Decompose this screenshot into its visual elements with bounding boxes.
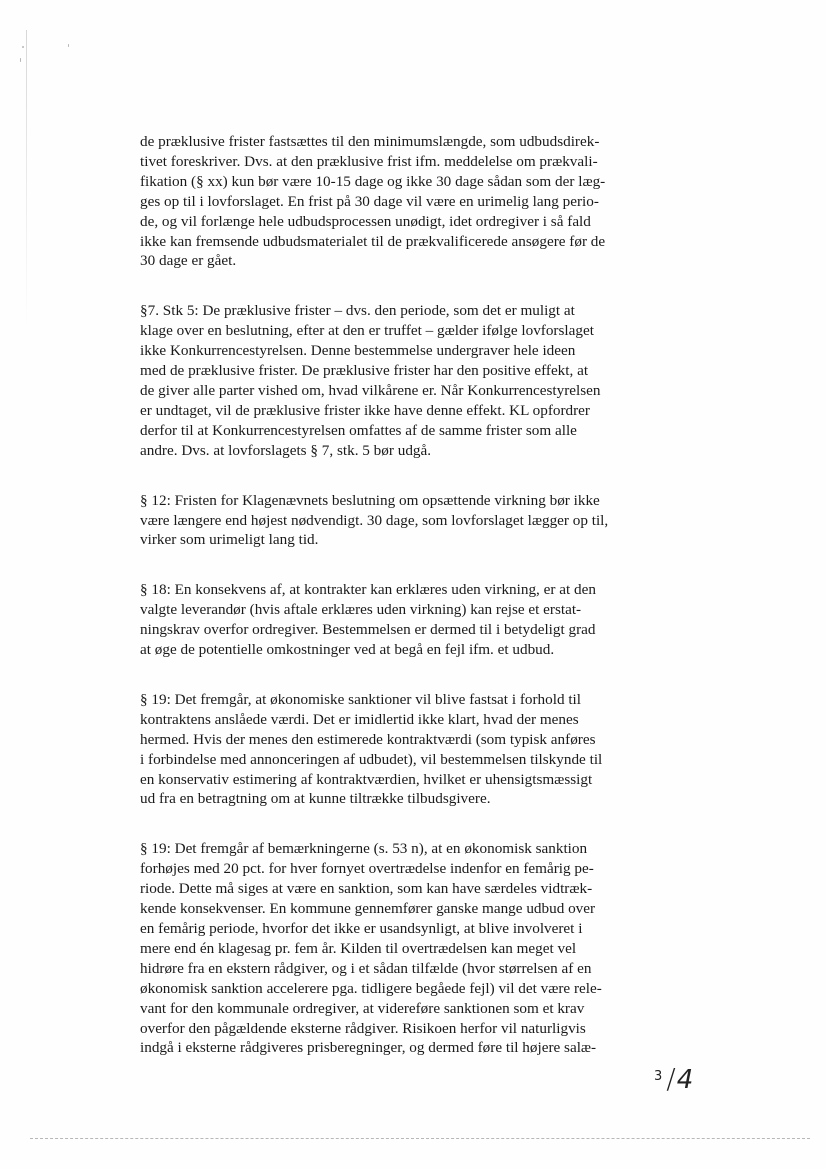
text-line: vant for den kommunale ordregiver, at videreføre sanktionen som et krav [140,999,585,1017]
paragraph [140,491,660,551]
text-line: kontraktens anslåede værdi. Det er imidlertid ikke klart, hvad der menes [140,710,579,728]
page-number: 3 [654,1069,663,1084]
text-line: i forbindelse med annonceringen af udbudet), vil bestemmelsen tilskynde til [140,750,603,768]
text-line: ikke Konkurrencestyrelsen. Denne bestemmelse undergraver hele ideen [140,342,576,360]
text-line: andre. Dvs. at lovforslagets § 7, stk. 5 bør udgå. [140,441,432,459]
document-body [140,132,663,1088]
text-line: de, og vil forlænge hele udbudsprocessen unødigt, idet ordregiver i så fald [140,212,591,230]
text-line: en femårig periode, hvorfor det ikke er usandsynligt, at blive involveret i [140,920,583,937]
scan-speck [20,58,21,62]
text-line: forhøjes med 20 pct. for hver fornyet overtrædelse indenfor en femårig pe- [140,860,594,878]
text-line: valgte leverandør (hvis aftale erklæres uden virkning) kan rejse et erstat- [140,601,582,619]
text-line: riode. Dette må siges at være en sanktion, som kan have særdeles vidtræk- [140,880,593,898]
text-line: ningskrav overfor ordregiver. Bestemmelsen er dermed til i betydeligt grad [140,621,596,639]
scan-bottom-edge [30,1138,810,1139]
text-line: de giver alle parter vished om, hvad vilkårene er. Når Konkurrencestyrelsen [140,381,601,399]
text-line: § 19: Det fremgår, at økonomiske sanktioner vil blive fastsat i forhold til [140,690,582,708]
text-line: § 12: Fristen for Klagenævnets beslutning om opsættende virkning bør ikke [140,491,600,509]
paragraph [140,580,660,660]
text-line: klage over en beslutning, efter at den er truffet – gælder ifølge lovforslaget [140,322,594,340]
text-line: er undtaget, vil de præklusive frister ikke have denne effekt. KL opfordrer [140,401,590,419]
page-number-slash: / [666,1062,676,1095]
text-line: tivet foreskriver. Dvs. at den præklusive frist ifm. meddelelse om prækvali- [140,152,598,170]
text-line: 30 dage er gået. [140,252,237,270]
text-line: ud fra en betragtning om at kunne tiltrække tilbudsgivere. [140,790,491,808]
text-line: § 19: Det fremgår af bemærkningerne (s. 53 n), at en økonomisk sanktion [140,840,588,858]
text-line: hermed. Hvis der menes den estimerede kontraktværdi (som typisk anføres [140,730,596,748]
text-line: fikation (§ xx) kun bør være 10-15 dage og ikke 30 dage sådan som der læg- [140,172,606,190]
text-line: mere end én klagesag pr. fem år. Kilden til overtrædelsen kan meget vel [140,939,577,957]
text-line: de præklusive frister fastsættes til den minimumslængde, som udbudsdirek- [140,133,600,150]
text-line: § 18: En konsekvens af, at kontrakter kan erklæres uden virkning, er at den [140,581,596,599]
text-line: indgå i eksterne rådgiveres prisberegninger, og dermed føre til højere salæ- [140,1039,597,1057]
text-line: overfor den pågældende eksterne rådgiver. Risikoen herfor vil naturligvis [140,1019,586,1037]
text-line: kende konsekvenser. En kommune gennemfører ganske mange udbud over [140,900,596,918]
paragraph [140,690,660,809]
text-line: en konservativ estimering af kontraktværdien, hvilket er uhensigtsmæssigt [140,770,593,788]
paragraph [140,839,660,1058]
text-line: ikke kan fremsende udbudsmaterialet til de prækvalificerede ansøgere før de [140,232,606,250]
text-line: at øge de potentielle omkostninger ved at begå en fejl ifm. et udbud. [140,641,555,659]
text-line: §7. Stk 5: De præklusive frister – dvs. den periode, som det er muligt at [140,302,575,320]
scan-edge-shadow [26,30,27,330]
text-line: ges op til i lovforslaget. En frist på 30 dage vil være en urimelig lang perio- [140,192,599,210]
text-line: virker som urimeligt lang tid. [140,531,319,549]
text-line: være længere end højest nødvendigt. 30 dage, som lovforslaget lægger op til, [140,511,609,529]
scan-speck [68,44,69,47]
text-line: med de præklusive frister. De præklusive frister har den positive effekt, at [140,362,589,380]
paragraph [140,301,660,460]
page-total: 4 [676,1065,693,1095]
text-line: hidrøre fra en ekstern rådgiver, og i et sådan tilfælde (hvor størrelsen af en [140,959,592,977]
text-line: økonomisk sanktion accelerere pga. tidligere begåede fejl) vil det være rele- [140,979,602,997]
page-number-marker [654,1062,692,1095]
scan-speck [22,46,24,48]
text-line: derfor til at Konkurrencestyrelsen omfattes af de samme frister som alle [140,421,577,439]
paragraph [140,132,660,271]
